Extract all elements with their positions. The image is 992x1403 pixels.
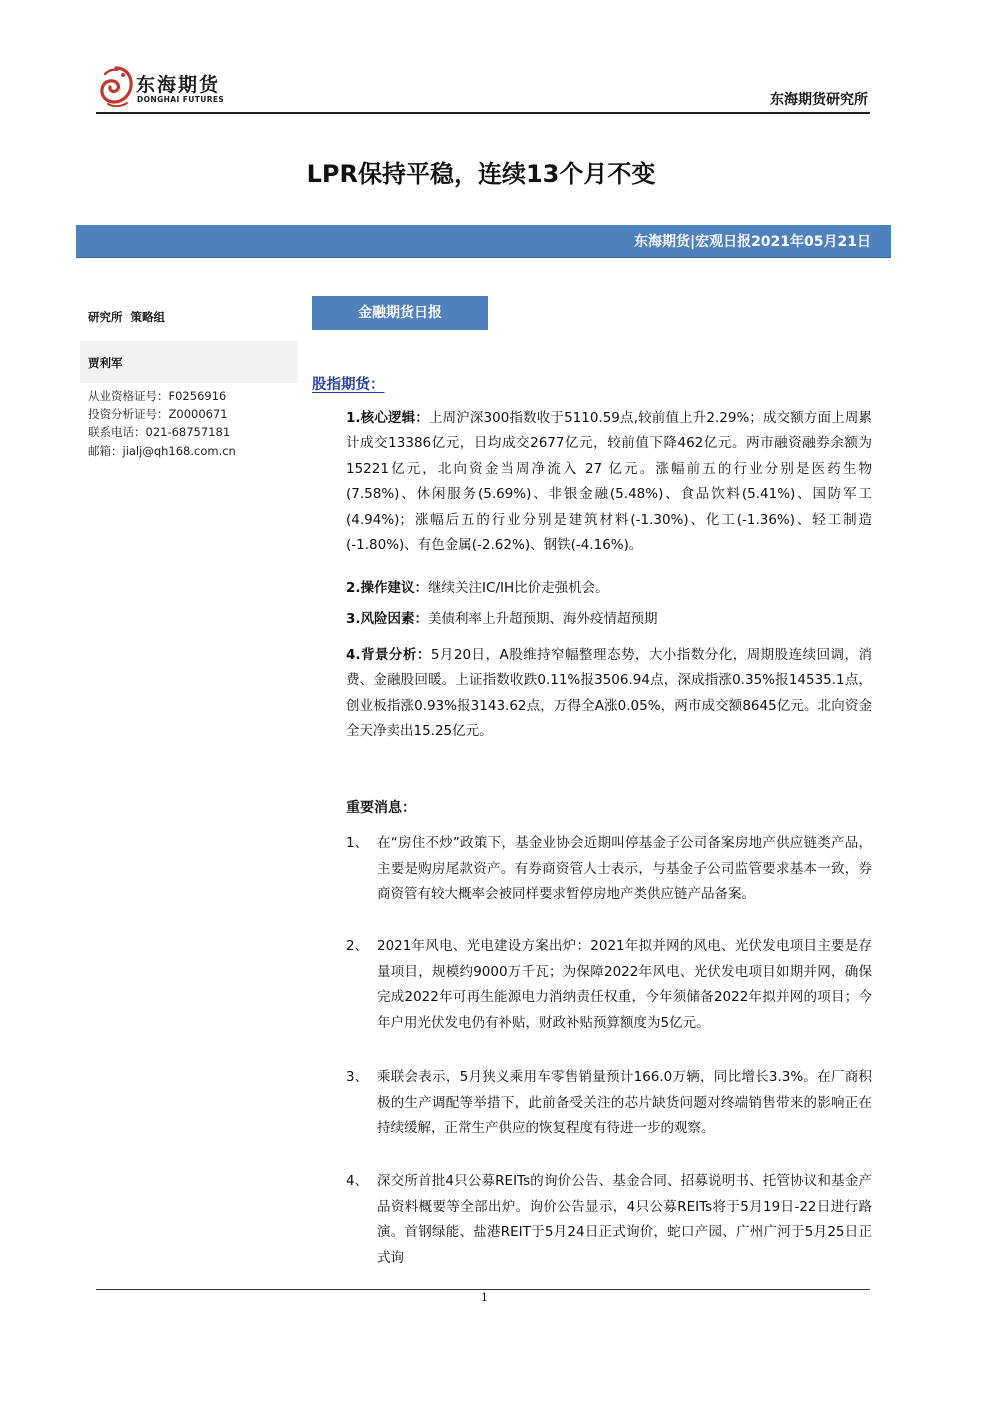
news-item-number: 3、 [346,1069,369,1085]
background-analysis-paragraph [346,643,872,745]
report-banner [76,225,891,258]
news-item-number: 2、 [346,938,369,954]
company-logo [96,64,236,112]
banner-text: 东海期货|宏观日报2021年05月21日 [633,234,871,250]
institute-name: 东海期货研究所 [770,92,868,108]
contact-phone: 联系电话：021-68757181 [88,425,231,439]
analysis-cert-number: 投资分析证号：Z0000671 [88,407,228,421]
qualification-number: 从业资格证号：F0256916 [88,389,227,403]
news-item-text: 2021年风电、光电建设方案出炉：2021年拟并网的风电、光伏发电项目主要是存量项目，规模约9000万千瓦；为保障2022年风电、光伏发电项目如期并网，确保完成2022年可再生能源电力消纳责任权重，今年须储备2022年拟并网的项目；今年户用光伏发电仍有补贴，财政补贴预算额度为5亿元。 [377,938,872,1031]
news-item-number: 4、 [346,1173,369,1189]
logo-text-en: DONGHAI FUTURES [137,95,225,104]
paragraph-text: 5月20日，A股维持窄幅整理态势，大小指数分化，周期股连续回调，消费、金融股回暖。上证指数收跌0.11%报3506.94点，深成指涨0.35%报14535.1点，创业板指涨0.93%报3143.62点，万得全A涨0.05%，两市成交额8645亿元。北向资金全天净卖出15.25亿元。 [346,647,872,740]
footer-divider [96,1289,870,1290]
paragraph-text: 继续关注IC/IH比价走强机会。 [428,580,609,596]
header-divider [96,112,870,114]
report-category-tab: 金融期货日报 [312,296,488,330]
page-number: 1 [481,1291,488,1304]
risk-factors-paragraph [346,607,872,632]
logo-text-cn: 东海期货 [136,74,221,96]
news-item-text: 乘联会表示，5月狭义乘用车零售销量预计166.0万辆，同比增长3.3%。在厂商积极的生产调配等举措下，此前备受关注的芯片缺货问题对终端销售带来的影响正在持续缓解，正常生产供应的恢复程度有待进一步的观察。 [377,1069,872,1136]
paragraph-label: 4.背景分析： [346,647,431,663]
paragraph-text: 美债利率上升超预期、海外疫情超预期 [428,611,658,627]
dragon-logo-icon [96,64,136,108]
paragraph-label: 1.核心逻辑： [346,410,429,426]
news-section-title: 重要消息： [346,800,416,816]
author-name: 贾利军 [88,356,123,370]
news-item-text: 深交所首批4只公募REITs的询价公告、基金合同、招募说明书、托管协议和基金产品资料概要等全部出炉。询价公告显示，4只公募REITs将于5月19日-22日进行路演。首钢绿能、盐港REIT于5月24日正式询价，蛇口产园、广州广河于5月25日正式询 [377,1173,872,1266]
section-title-index-futures: 股指期货： [312,377,385,393]
paragraph-label: 2.操作建议： [346,580,429,596]
report-title: LPR保持平稳，连续13个月不变 [306,160,656,188]
paragraph-text: 上周沪深300指数收于5110.59点,较前值上升2.29%；成交额方面上周累计成交13386亿元，日均成交2677亿元，较前值下降462亿元。两市融资融券余额为15221亿元，北向资金当周净流入 27 亿元。涨幅前五的行业分别是医药生物(7.58%)、休闲服务(5.69%)、非银金融(5.48%)、食品饮料(5.41%)、国防军工(4.94%)；涨幅后五的行业分别是建筑材料(-1.30%)、化工(-1.36%)、轻工制造(-1.80%)、有色金属(-2.62%)、钢铁(-4.16%)。 [346,410,872,554]
news-item-text: 在“房住不炒”政策下，基金业协会近期叫停基金子公司备案房地产供应链类产品，主要是购房尾款资产。有券商资管人士表示，与基金子公司监管要求基本一致，券商资管有较大概率会被同样要求暂停房地产类供应链产品备案。 [377,835,872,902]
contact-email: 邮箱：jialj@qh168.com.cn [88,444,236,458]
author-department: 研究所 策略组 [88,310,166,324]
operation-advice-paragraph [346,576,872,601]
news-item-number: 1、 [346,835,369,851]
core-logic-paragraph [346,406,872,558]
paragraph-label: 3.风险因素： [346,611,429,627]
